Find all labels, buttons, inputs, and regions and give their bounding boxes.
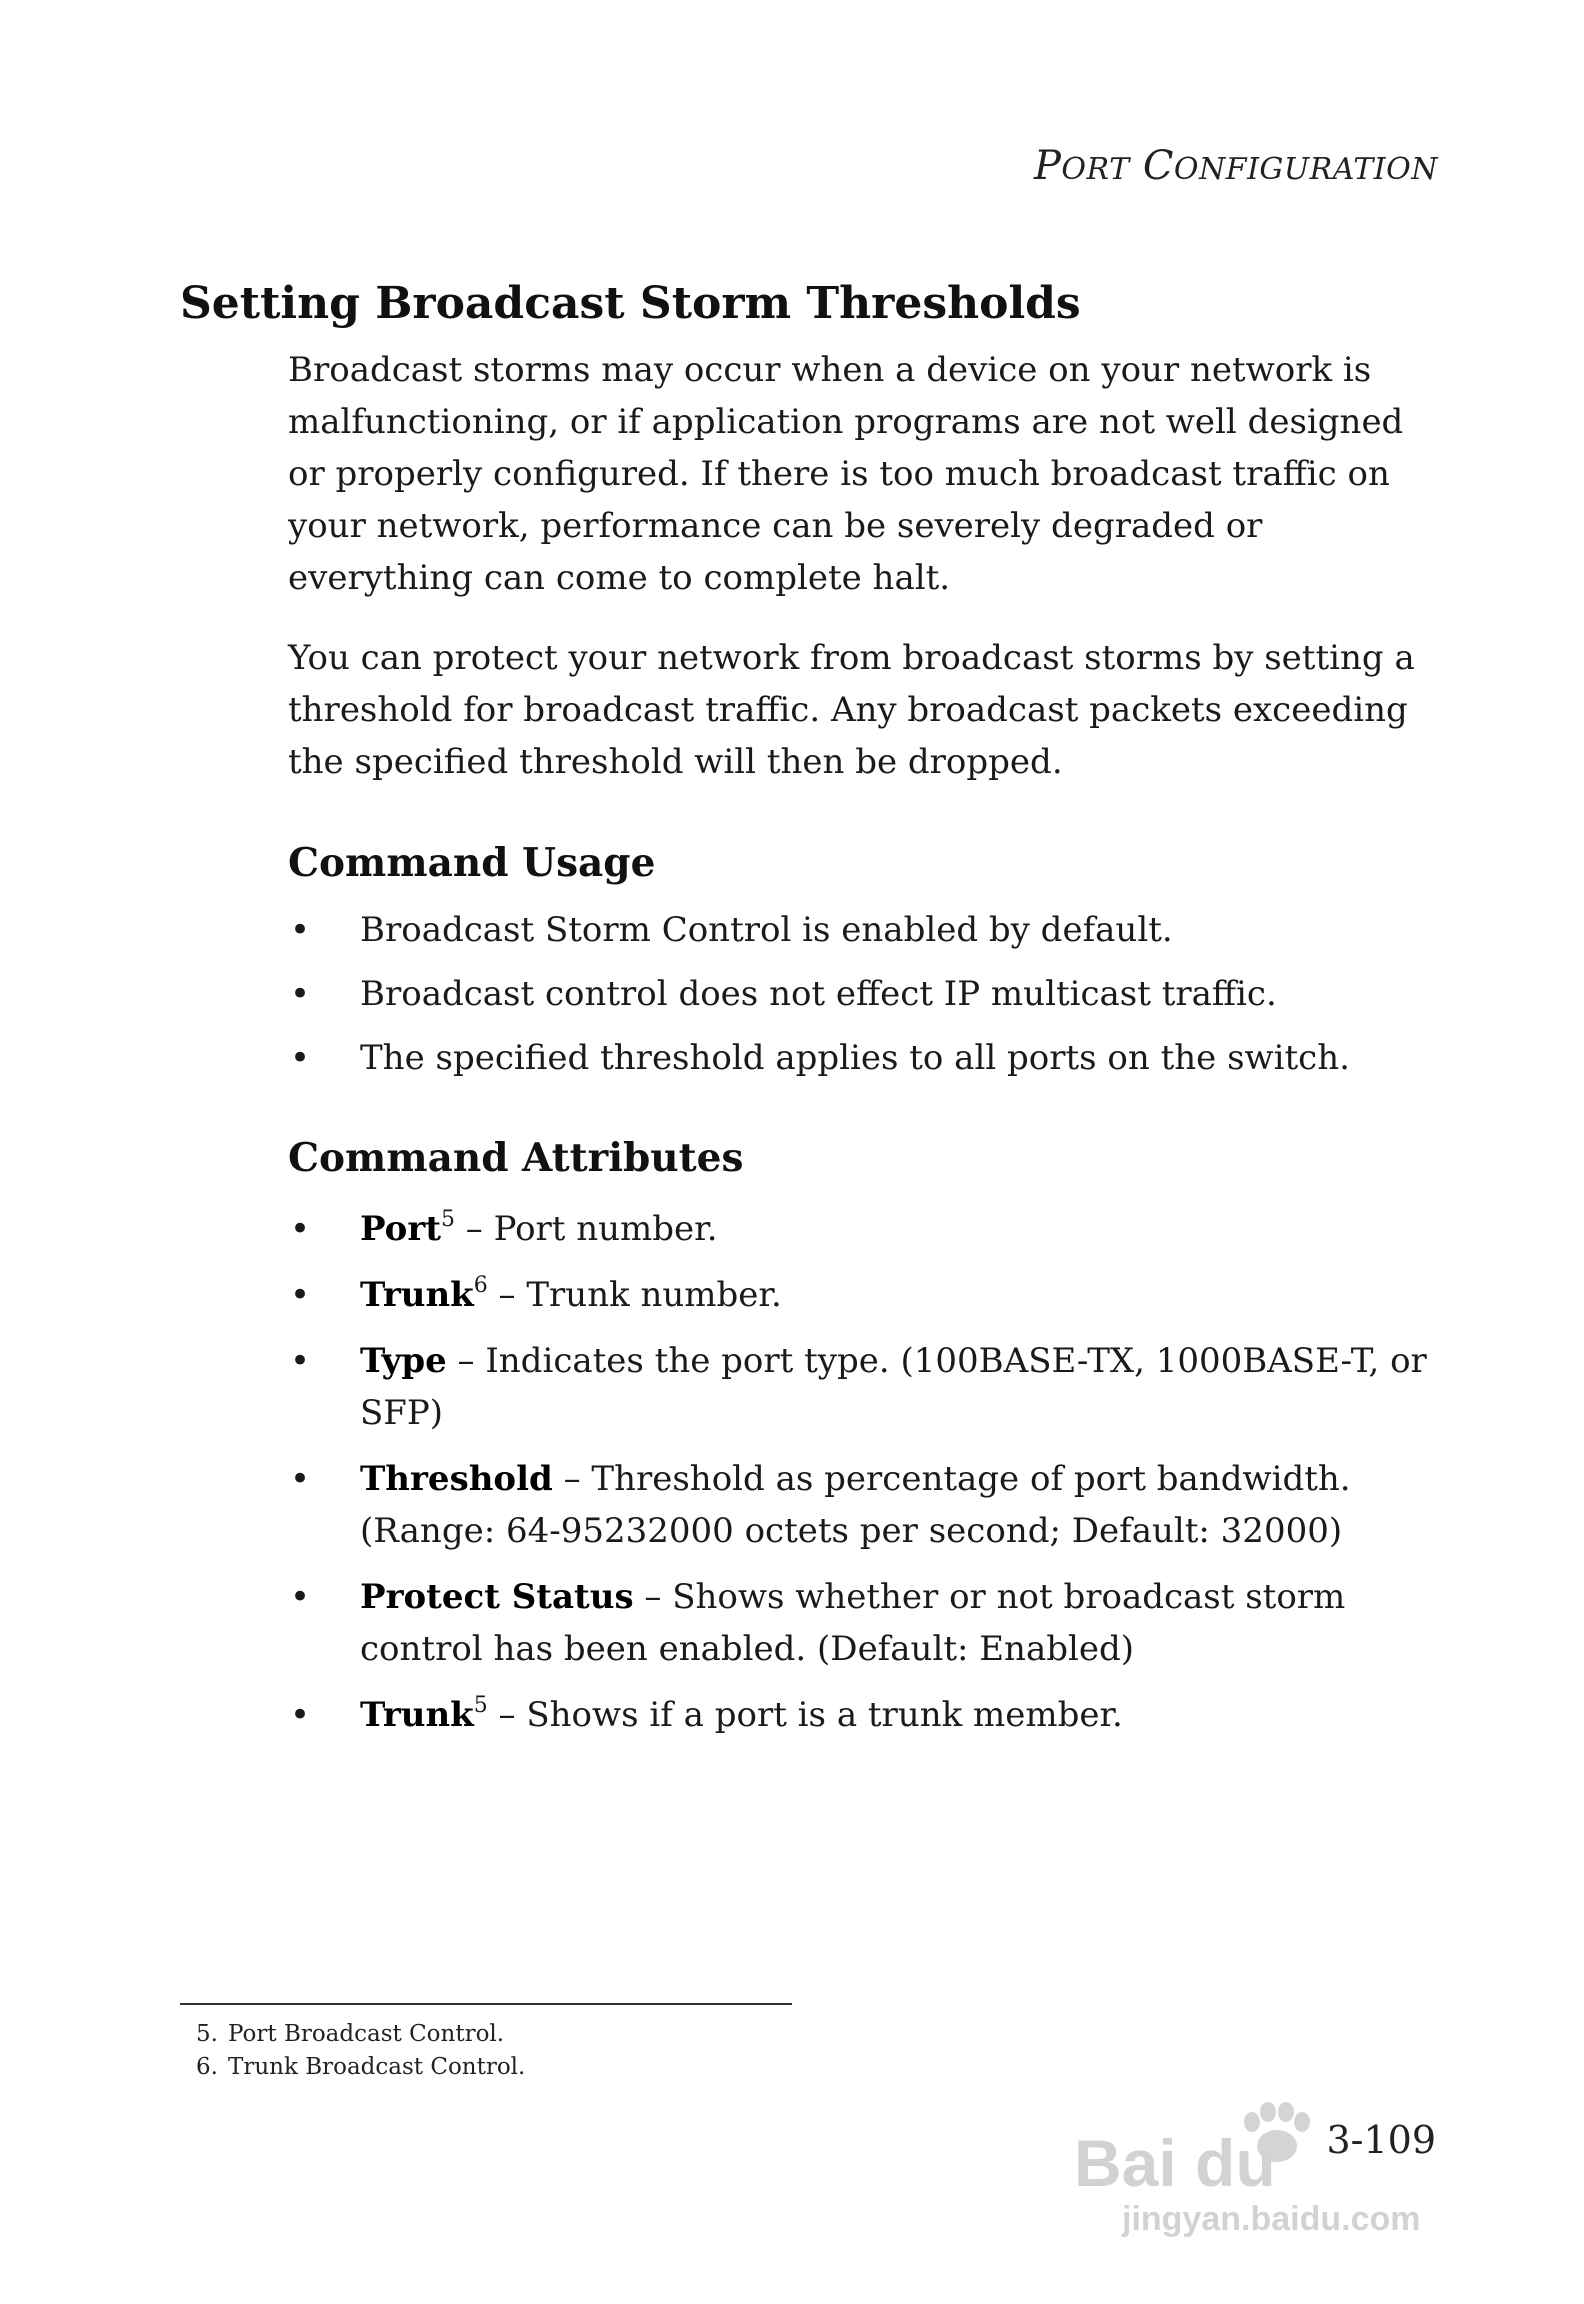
bullet-icon: • xyxy=(290,1577,311,1617)
attribute-term: Type xyxy=(360,1341,447,1381)
protection-paragraph: You can protect your network from broadcast storms by setting a threshold for broadcast traffic. Any broadcast packets exceeding the specified threshold will then be dropped. xyxy=(288,638,1415,782)
list-item xyxy=(288,1032,1458,1084)
command-usage-heading: Command Usage xyxy=(288,840,656,886)
list-item-text: Broadcast Storm Control is enabled by default. xyxy=(360,910,1173,950)
intro-paragraph: Broadcast storms may occur when a device on your network is malfunctioning, or if application programs are not well designed or properly configured. If there is too much broadcast traffic on your network, performance can be severely degraded or everything can come to complete halt. xyxy=(288,350,1404,598)
footnote-divider xyxy=(180,2003,792,2005)
bullet-icon: • xyxy=(290,1038,311,1078)
command-attributes-list xyxy=(288,1203,1458,1755)
list-item xyxy=(288,1453,1458,1557)
attribute-term: Protect Status xyxy=(360,1577,634,1617)
attribute-desc: – Shows whether or not broadcast storm control has been enabled. (Default: Enabled) xyxy=(360,1577,1346,1669)
footnote-number: 6. xyxy=(196,2054,218,2080)
bullet-icon: • xyxy=(290,974,311,1014)
bullet-icon: • xyxy=(290,1459,311,1499)
footnote-ref: 5 xyxy=(473,1693,488,1718)
list-item xyxy=(288,1203,1458,1255)
footnotes xyxy=(196,2018,525,2084)
footnote-number: 5. xyxy=(196,2021,218,2047)
watermark-url: jingyan.baidu.com xyxy=(1122,2200,1421,2238)
bullet-icon: • xyxy=(290,1341,311,1381)
bullet-icon: • xyxy=(290,910,311,950)
running-header: PORT CONFIGURATION xyxy=(1034,143,1438,189)
baidu-watermark xyxy=(1064,2088,1484,2238)
bullet-icon: • xyxy=(290,1275,311,1315)
attribute-range: (Range: 64-95232000 octets per second; Default: 32000) xyxy=(360,1511,1343,1551)
attribute-term: Trunk xyxy=(360,1275,474,1315)
list-item xyxy=(288,904,1458,956)
footnote xyxy=(196,2018,525,2051)
attribute-desc: – Threshold as percentage of port bandwidth. xyxy=(552,1459,1351,1499)
list-item-text: The specified threshold applies to all ports on the switch. xyxy=(360,1038,1350,1078)
list-item xyxy=(288,968,1458,1020)
footnote-ref: 6 xyxy=(473,1273,488,1298)
footnote-text: Port Broadcast Control. xyxy=(228,2021,505,2047)
list-item xyxy=(288,1571,1458,1675)
list-item xyxy=(288,1689,1458,1741)
bullet-icon: • xyxy=(290,1209,311,1249)
page-number: 3-109 xyxy=(1326,2118,1436,2162)
command-attributes-heading: Command Attributes xyxy=(288,1135,744,1181)
footnote-ref: 5 xyxy=(440,1207,455,1232)
bullet-icon: • xyxy=(290,1695,311,1735)
list-item-text: Broadcast control does not effect IP multicast traffic. xyxy=(360,974,1277,1014)
attribute-term: Trunk xyxy=(360,1695,474,1735)
footnote-text: Trunk Broadcast Control. xyxy=(228,2054,526,2080)
attribute-term: Threshold xyxy=(360,1459,553,1499)
attribute-desc: – Shows if a port is a trunk member. xyxy=(487,1695,1123,1735)
attribute-desc: – Trunk number. xyxy=(487,1275,782,1315)
attribute-term: Port xyxy=(360,1209,441,1249)
section-title: Setting Broadcast Storm Thresholds xyxy=(180,278,1081,329)
command-usage-list xyxy=(288,904,1458,1096)
watermark-brand: Bai du xyxy=(1074,2126,1276,2200)
attribute-desc: – Port number. xyxy=(454,1209,718,1249)
list-item xyxy=(288,1269,1458,1321)
attribute-desc: – Indicates the port type. (100BASE-TX, 1000BASE-T, or SFP) xyxy=(360,1341,1427,1433)
footnote xyxy=(196,2051,525,2084)
list-item xyxy=(288,1335,1458,1439)
